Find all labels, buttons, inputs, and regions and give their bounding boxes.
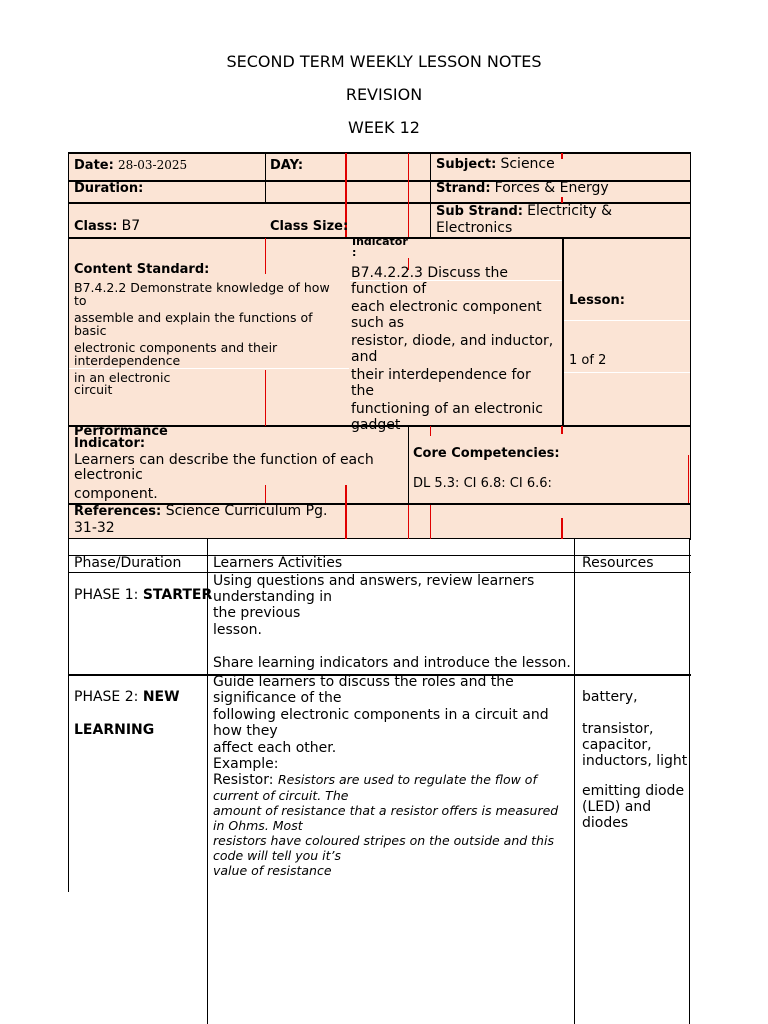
text-line: B7.4.2.2 Demonstrate knowledge of how [74,280,330,295]
resistor-label: Resistor: [213,772,274,788]
text-line: Using questions and answers, review learners [213,573,535,589]
table-border [265,152,266,204]
duration-label: Duration: [74,181,144,196]
lesson-label: Lesson: [569,293,625,308]
phase-duration-header: Phase/Duration [74,555,182,571]
text-line: assemble and explain the functions of [74,310,313,325]
lesson-notes-title: SECOND TERM WEEKLY LESSON NOTES [226,52,542,71]
text-line: resistors have coloured stripes on the outside and this [213,833,554,848]
table-border [408,425,409,505]
phase1-prefix: PHASE 1: [74,587,139,603]
table-border [68,152,691,154]
performance-text [74,453,404,502]
table-border [68,538,691,539]
text-line: significance of the [213,690,342,706]
table-border [68,152,69,540]
text-line: transistor, [582,721,654,737]
text-line: (LED) and [582,799,652,815]
indicator-label-text: Indicator [352,235,408,248]
strand-value: Forces & Energy [494,180,609,196]
references-field [74,503,344,536]
phase1-name: STARTER [142,587,213,603]
phase1-label [74,587,212,603]
phase1-activities [213,573,573,671]
grid-line [564,320,690,321]
phase2-name-cont: LEARNING [74,722,155,738]
content-standard-text [74,280,344,397]
text-line: understanding in [213,589,332,605]
red-marker [561,153,563,159]
lesson-value: 1 of 2 [569,353,607,368]
text-line: such as [351,314,405,331]
spacer [582,769,688,783]
text-line: their interdependence for [351,367,531,383]
subject-field [436,156,555,172]
text-line: the [351,382,374,399]
text-line: battery, [582,689,638,705]
substrand-value: Electricity & [527,203,613,219]
text-line: how they [213,723,278,739]
text-line: following electronic components in a circuit and [213,707,549,723]
text-line: B7.4.2.2.3 Discuss the [351,265,508,281]
text-line: each electronic component [351,299,542,315]
substrand-value-cont: Electronics [436,220,513,236]
text-line: code will tell you it’s [213,848,342,863]
text-line: functioning of an electronic [351,401,543,417]
phase2-name: NEW [142,689,180,705]
date-value: 28-03-2025 [117,158,188,172]
core-competencies-value: DL 5.3: CI 6.8: CI 6.6: [413,476,552,491]
class-label: Class: [74,219,118,234]
strand-field [436,180,609,196]
subject-label: Subject: [436,157,497,172]
table-border [68,538,69,892]
learners-activities-header: Learners Activities [213,555,343,571]
resistor-text: Resistors are used to regulate the flow of [277,772,537,787]
performance-label [74,426,168,450]
date-field [74,158,187,173]
class-value: B7 [121,218,141,234]
text-line: emitting diode [582,783,685,799]
performance-label-line: Performance [74,424,168,439]
text-line: gadget [351,416,401,433]
phase2-label [74,689,180,705]
resistor-details [213,788,573,878]
text-line: value of resistance [213,863,332,878]
text-line: lesson. [213,622,262,638]
red-marker [688,455,689,503]
references-value-cont: 31-32 [74,520,115,536]
table-border [690,152,691,540]
text-line: component. [74,486,158,502]
text-line: Learners can describe the function of each [74,452,374,468]
day-label: DAY: [270,158,304,173]
text-line: Example: [213,756,279,772]
content-standard-label: Content Standard: [74,262,210,277]
phase2-prefix: PHASE 2: [74,689,139,705]
subject-value: Science [500,156,555,172]
red-marker [561,518,563,539]
text-line: electronic [74,467,143,483]
indicator-label [352,236,408,258]
performance-label-line: Indicator: [74,436,146,451]
text-line: function of [351,280,427,297]
date-label: Date: [74,158,114,173]
class-field [74,218,140,234]
indicator-label-colon: : [352,246,357,259]
text-line: diodes [582,815,629,831]
resources-header: Resources [582,555,654,571]
text-line: amount of resistance that a resistor offers is measured [213,803,559,818]
text-line: interdependence [74,353,181,368]
strand-label: Strand: [436,181,491,196]
red-marker [265,238,266,274]
references-value: Science Curriculum Pg. [165,503,328,519]
text-line: basic [74,323,107,338]
text-line: in Ohms. Most [213,818,303,833]
phase2-resources [582,689,688,831]
references-label: References: [74,504,162,519]
text-line: to [74,293,87,308]
substrand-label: Sub Strand: [436,204,523,219]
text-line: current of circuit. The [213,788,349,803]
table-border [689,538,690,1024]
text-line: resistor, diode, and inductor, [351,333,554,349]
grid-line [564,372,690,373]
text-line: the previous [213,605,301,621]
text-line: in an electronic [74,370,171,385]
week-heading: WEEK 12 [348,118,420,137]
red-marker [561,426,563,434]
revision-heading: REVISION [345,85,423,104]
text-line: circuit [74,382,113,397]
table-border [574,538,575,1024]
text-line: affect each other. [213,740,337,756]
class-size-label: Class Size: [270,219,349,234]
table-border [207,538,208,1024]
text-line: capacitor, [582,737,652,753]
spacer [582,705,688,721]
substrand-field [436,203,612,237]
red-marker [408,505,409,539]
text-line: and [351,348,378,365]
phase2-activities [213,674,573,878]
table-border [430,152,431,238]
text-line: Guide learners to discuss the roles and the [213,674,514,690]
red-marker [430,505,431,539]
indicator-text [351,266,561,433]
text-line: electronic components and their [74,340,278,355]
red-marker [408,153,409,237]
table-border [562,238,564,426]
text-line: Share learning indicators and introduce the lesson. [213,655,571,671]
text-line: inductors, light [582,753,688,769]
core-competencies-label: Core Competencies: [413,446,560,461]
resistor-line [213,772,573,788]
